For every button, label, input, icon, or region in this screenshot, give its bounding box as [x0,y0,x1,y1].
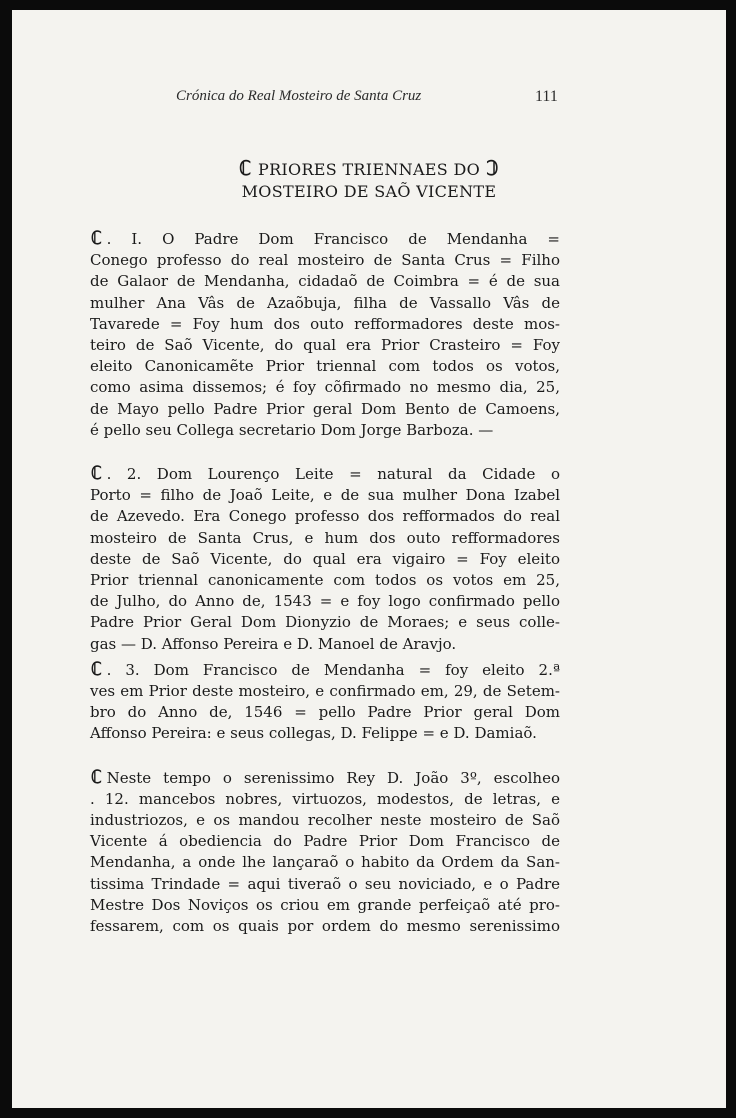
pilcrow-icon: ℂ [90,228,102,248]
section-title-line-1 [12,158,726,181]
page-number: 111 [535,88,558,105]
text-line: como asima dissemos; é foy cõfirmado no mesmo dia, 25, [90,378,560,397]
text-line: Conego professo do real mosteiro de Santa Crus = Filho [90,251,560,270]
pilcrow-ornament-icon: ℂ [239,158,252,180]
page-header [12,80,726,110]
text-line: industriozos, e os mandou recolher neste mosteiro de Saõ [90,811,560,830]
text-line: mulher Ana Vâs de Azaõbuja, filha de Vassallo Vâs de [90,293,560,312]
text-line: eleito Canonicamẽte Prior triennal com todos os votos, [90,357,560,376]
text-line: Mestre Dos Noviços os criou em grande perfeiçaõ até pro- [90,895,560,914]
body-text [90,228,560,937]
paragraph-spacer [90,745,560,767]
section-title-line-2: MOSTEIRO DE SAÕ VICENTE [241,182,497,201]
book-page [12,10,726,1108]
pilcrow-icon: ℂ [90,658,102,679]
paragraph-1 [90,228,560,441]
text-line: Affonso Pereira: e seus collegas, D. Felippe = e D. Damiaõ. [90,724,537,743]
text-line: ℂ . 3. Dom Francisco de Mendanha = foy eleito 2.ª [90,658,560,679]
text-line: Mendanha, a onde lhe lançaraõ o habito da Ordem da San- [90,853,560,872]
text-line: Tavarede = Foy hum dos outo refformadores deste mos- [90,314,560,333]
pilcrow-ornament-reversed-icon: ℂ [486,158,499,180]
text-line: mosteiro de Santa Crus, e hum dos outo refformadores [90,528,560,547]
text-line: de Galaor de Mendanha, cidadaõ de Coimbra = é de sua [90,272,560,291]
text-line: de Azevedo. Era Conego professo dos refformados do real [90,507,560,526]
text-line: ℂ Neste tempo o serenissimo Rey D. João 3º, escolheo [90,766,560,787]
text-line: tissima Trindade = aqui tiveraõ o seu noviciado, e o Padre [90,874,560,893]
section-title [12,158,726,203]
text-line: bro do Anno de, 1546 = pello Padre Prior geral Dom [90,703,560,722]
text-line: deste de Saõ Vicente, do qual era vigairo = Foy eleito [90,549,560,568]
text-line: de Julho, do Anno de, 1543 = e foy logo confirmado pello [90,592,560,611]
paragraph-4 [90,767,560,938]
running-title: Crónica do Real Mosteiro de Santa Cruz [176,88,422,104]
pilcrow-icon: ℂ [90,463,102,484]
text-line: Porto = filho de Joaõ Leite, e de sua mulher Dona Izabel [90,486,560,505]
text-line: Prior triennal canonicamente com todos os votos em 25, [90,571,560,590]
text-line: teiro de Saõ Vicente, do qual era Prior Crasteiro = Foy [90,336,560,355]
paragraph-3 [90,659,560,745]
text-line: ℂ . I. O Padre Dom Francisco de Mendanha = [90,228,560,248]
section-title-text-1: PRIORES TRIENNAES DO [258,160,480,179]
text-line: fessarem, com os quais por ordem do mesmo serenissimo [90,917,560,936]
paragraph-spacer [90,441,560,463]
text-line: Padre Prior Geral Dom Dionyzio de Moraes; e seus colle- [90,613,560,632]
text-line: é pello seu Collega secretario Dom Jorge Barboza. — [90,420,494,439]
text-line: ves em Prior deste mosteiro, e confirmado em, 29, de Setem- [90,682,560,701]
text-line: gas — D. Affonso Pereira e D. Manoel de Aravjo. [90,634,457,653]
text-line: . 12. mancebos nobres, virtuozos, modestos, de letras, e [90,789,560,808]
text-line: Vicente á obediencia do Padre Prior Dom Francisco de [90,832,560,851]
text-line: ℂ . 2. Dom Lourenço Leite = natural da Cidade o [90,463,560,484]
text-line: de Mayo pello Padre Prior geral Dom Bento de Camoens, [90,399,560,418]
paragraph-2 [90,463,560,655]
pilcrow-icon: ℂ [90,766,102,787]
